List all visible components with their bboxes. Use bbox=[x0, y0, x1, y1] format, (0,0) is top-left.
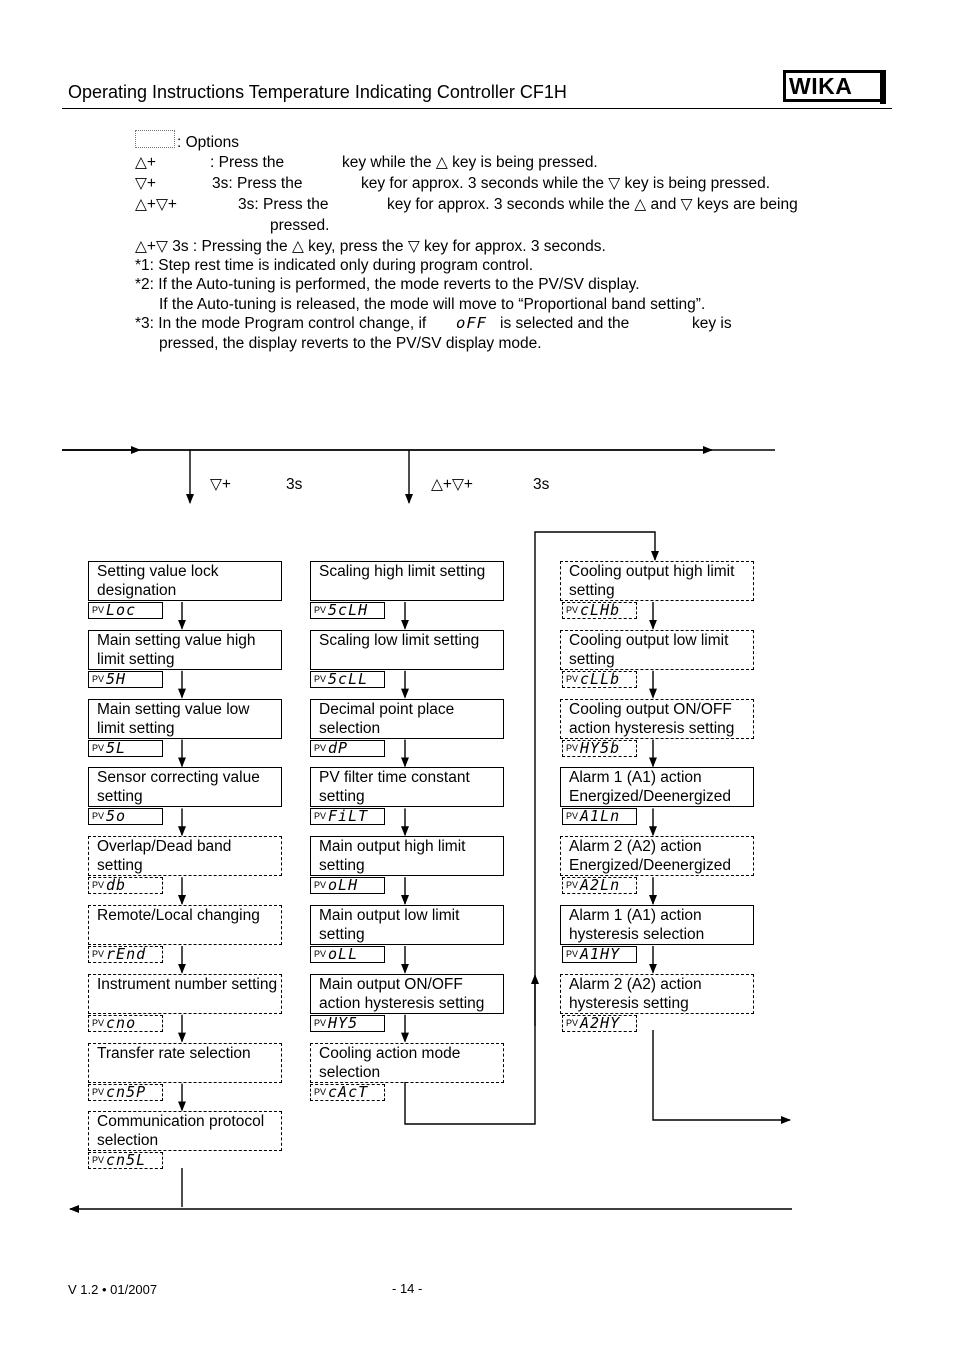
col3-pv-display bbox=[562, 946, 637, 963]
pv-indicator: PV bbox=[92, 1017, 105, 1028]
lcd-code: 5cLH bbox=[328, 602, 369, 619]
pv-indicator: PV bbox=[92, 811, 105, 822]
footer-version: V 1.2 • 01/2007 bbox=[68, 1282, 158, 1297]
branch-label-down-3s: 3s bbox=[286, 476, 303, 493]
pv-indicator: PV bbox=[314, 1086, 327, 1097]
col1-setting-box: Overlap/Dead band setting bbox=[88, 836, 282, 876]
col2-pv-display bbox=[310, 946, 385, 963]
col2-pv-display bbox=[310, 877, 385, 894]
lcd-code: FiLT bbox=[328, 808, 369, 826]
col1-setting-box: Communication protocol selection bbox=[88, 1111, 282, 1151]
branch-label-updown: △+▽+ bbox=[431, 476, 473, 493]
col2-pv-display bbox=[310, 808, 385, 825]
pv-indicator: PV bbox=[92, 949, 105, 959]
lcd-code: cno bbox=[106, 1014, 137, 1032]
pv-indicator: PV bbox=[566, 1017, 579, 1028]
note-line5: △+▽ 3s : Pressing the △ key, press the ▽ key for approx. 3 seconds. bbox=[135, 238, 606, 255]
pv-indicator: PV bbox=[566, 880, 579, 891]
lcd-code: HY5 bbox=[328, 1014, 359, 1032]
col3-pv-display bbox=[562, 671, 637, 688]
footer-page-number: - 14 - bbox=[392, 1281, 423, 1296]
pv-indicator: PV bbox=[92, 1086, 105, 1097]
branch-label-down: ▽+ bbox=[210, 476, 231, 493]
pv-indicator: PV bbox=[92, 673, 105, 684]
col3-pv-display bbox=[562, 1015, 637, 1032]
col1-pv-display bbox=[88, 1152, 163, 1169]
lcd-code: cn5L bbox=[106, 1152, 147, 1170]
lcd-code: dP bbox=[328, 739, 349, 757]
pv-indicator: PV bbox=[566, 673, 579, 684]
note-line8: If the Auto-tuning is released, the mode will move to “Proportional band setting”. bbox=[159, 296, 706, 313]
lcd-code: A1Ln bbox=[580, 808, 621, 826]
col2-pv-display bbox=[310, 1015, 385, 1032]
col2-pv-display bbox=[310, 671, 385, 688]
col2-setting-box: Main output ON/OFF action hysteresis setting bbox=[310, 974, 504, 1014]
wika-logo: WIKA bbox=[783, 70, 883, 102]
note-line6: *1: Step rest time is indicated only during program control. bbox=[135, 257, 534, 274]
note-line9c: key is bbox=[692, 315, 732, 332]
branch-label-updown-3s: 3s bbox=[533, 476, 550, 493]
col2-pv-display bbox=[310, 602, 385, 619]
lcd-code: cLLb bbox=[580, 670, 621, 688]
lcd-code: 5L bbox=[106, 739, 127, 757]
col3-pv-display bbox=[562, 877, 637, 894]
col1-pv-display bbox=[88, 1015, 163, 1032]
col1-setting-box: Remote/Local changing bbox=[88, 905, 282, 945]
lcd-code: A2HY bbox=[580, 1014, 621, 1032]
note-line9b: is selected and the bbox=[500, 315, 630, 332]
note-line9a: *3: In the mode Program control change, if bbox=[135, 315, 427, 332]
col1-setting-box: Instrument number setting bbox=[88, 974, 282, 1014]
pv-indicator: PV bbox=[314, 811, 327, 822]
note-down-symbol: ▽+ bbox=[135, 175, 156, 192]
note-line7: *2: If the Auto-tuning is performed, the mode reverts to the PV/SV display. bbox=[135, 276, 640, 293]
lcd-code: db bbox=[106, 877, 127, 895]
col1-pv-display bbox=[88, 877, 163, 894]
col3-pv-display bbox=[562, 602, 637, 619]
col3-setting-box: Cooling output high limit setting bbox=[560, 561, 754, 601]
col3-setting-box: Alarm 2 (A2) action hysteresis setting bbox=[560, 974, 754, 1014]
pv-indicator: PV bbox=[566, 949, 579, 959]
pv-indicator: PV bbox=[314, 673, 327, 684]
lcd-code: rEnd bbox=[106, 946, 147, 963]
lcd-code: 5H bbox=[106, 670, 127, 688]
lcd-code: A1HY bbox=[580, 946, 621, 963]
col3-setting-box: Cooling output ON/OFF action hysteresis setting bbox=[560, 699, 754, 739]
lcd-code: HY5b bbox=[580, 739, 621, 757]
pv-indicator: PV bbox=[314, 742, 327, 753]
pv-indicator: PV bbox=[92, 1155, 105, 1166]
col3-setting-box: Alarm 1 (A1) action Energized/Deenergized bbox=[560, 767, 754, 807]
col3-setting-box: Alarm 2 (A2) action Energized/Deenergized bbox=[560, 836, 754, 876]
lcd-code: oLH bbox=[328, 877, 359, 895]
col1-setting-box: Main setting value high limit setting bbox=[88, 630, 282, 670]
pv-indicator: PV bbox=[92, 880, 105, 891]
pv-indicator: PV bbox=[566, 742, 579, 753]
note-updown-text3: pressed. bbox=[270, 217, 330, 234]
pv-indicator: PV bbox=[314, 605, 327, 615]
col2-pv-display bbox=[310, 1084, 385, 1101]
lcd-code: oLL bbox=[328, 946, 359, 963]
lcd-code: 5cLL bbox=[328, 670, 369, 688]
col2-setting-box: Main output low limit setting bbox=[310, 905, 504, 945]
col2-setting-box: PV filter time constant setting bbox=[310, 767, 504, 807]
note-up-text: : Press the bbox=[210, 154, 285, 171]
note-line9-lcd: oFF bbox=[456, 314, 487, 332]
pv-indicator: PV bbox=[92, 742, 105, 753]
pv-indicator: PV bbox=[92, 605, 105, 615]
options-note: : Options bbox=[177, 134, 240, 151]
note-up-text2: key while the △ key is being pressed. bbox=[342, 154, 598, 171]
col1-setting-box: Transfer rate selection bbox=[88, 1043, 282, 1083]
col3-setting-box: Alarm 1 (A1) action hysteresis selection bbox=[560, 905, 754, 945]
col1-pv-display bbox=[88, 602, 163, 619]
col1-pv-display bbox=[88, 808, 163, 825]
note-updown-symbol: △+▽+ bbox=[135, 196, 177, 213]
pv-indicator: PV bbox=[314, 880, 327, 891]
lcd-code: cLHb bbox=[580, 602, 621, 619]
col3-setting-box: Cooling output low limit setting bbox=[560, 630, 754, 670]
lcd-code: cn5P bbox=[106, 1083, 147, 1101]
note-line10: pressed, the display reverts to the PV/SV display mode. bbox=[159, 335, 542, 352]
col1-pv-display bbox=[88, 1084, 163, 1101]
note-up-symbol: △+ bbox=[135, 154, 156, 171]
lcd-code: cAcT bbox=[328, 1083, 369, 1101]
col2-setting-box: Decimal point place selection bbox=[310, 699, 504, 739]
note-updown-text: 3s: Press the bbox=[238, 196, 329, 213]
col1-pv-display bbox=[88, 946, 163, 963]
col2-setting-box: Scaling high limit setting bbox=[310, 561, 504, 601]
pv-indicator: PV bbox=[566, 811, 579, 822]
page-title: Operating Instructions Temperature Indicating Controller CF1H bbox=[68, 82, 567, 102]
col1-setting-box: Sensor correcting value setting bbox=[88, 767, 282, 807]
note-down-text: 3s: Press the bbox=[212, 175, 303, 192]
lcd-code: Loc bbox=[106, 602, 137, 619]
pv-indicator: PV bbox=[314, 1017, 327, 1028]
pv-indicator: PV bbox=[566, 605, 579, 615]
col2-setting-box: Main output high limit setting bbox=[310, 836, 504, 876]
col2-setting-box: Cooling action mode selection bbox=[310, 1043, 504, 1083]
note-updown-text2: key for approx. 3 seconds while the △ and ▽ keys are being bbox=[387, 196, 798, 213]
note-down-text2: key for approx. 3 seconds while the ▽ key is being pressed. bbox=[361, 175, 771, 192]
col1-pv-display bbox=[88, 740, 163, 757]
col2-pv-display bbox=[310, 740, 385, 757]
col1-pv-display bbox=[88, 671, 163, 688]
col3-pv-display bbox=[562, 740, 637, 757]
lcd-code: 5o bbox=[106, 808, 127, 826]
col1-setting-box: Setting value lock designation bbox=[88, 561, 282, 601]
col2-setting-box: Scaling low limit setting bbox=[310, 630, 504, 670]
lcd-code: A2Ln bbox=[580, 877, 621, 895]
pv-indicator: PV bbox=[314, 949, 327, 959]
col3-pv-display bbox=[562, 808, 637, 825]
col1-setting-box: Main setting value low limit setting bbox=[88, 699, 282, 739]
